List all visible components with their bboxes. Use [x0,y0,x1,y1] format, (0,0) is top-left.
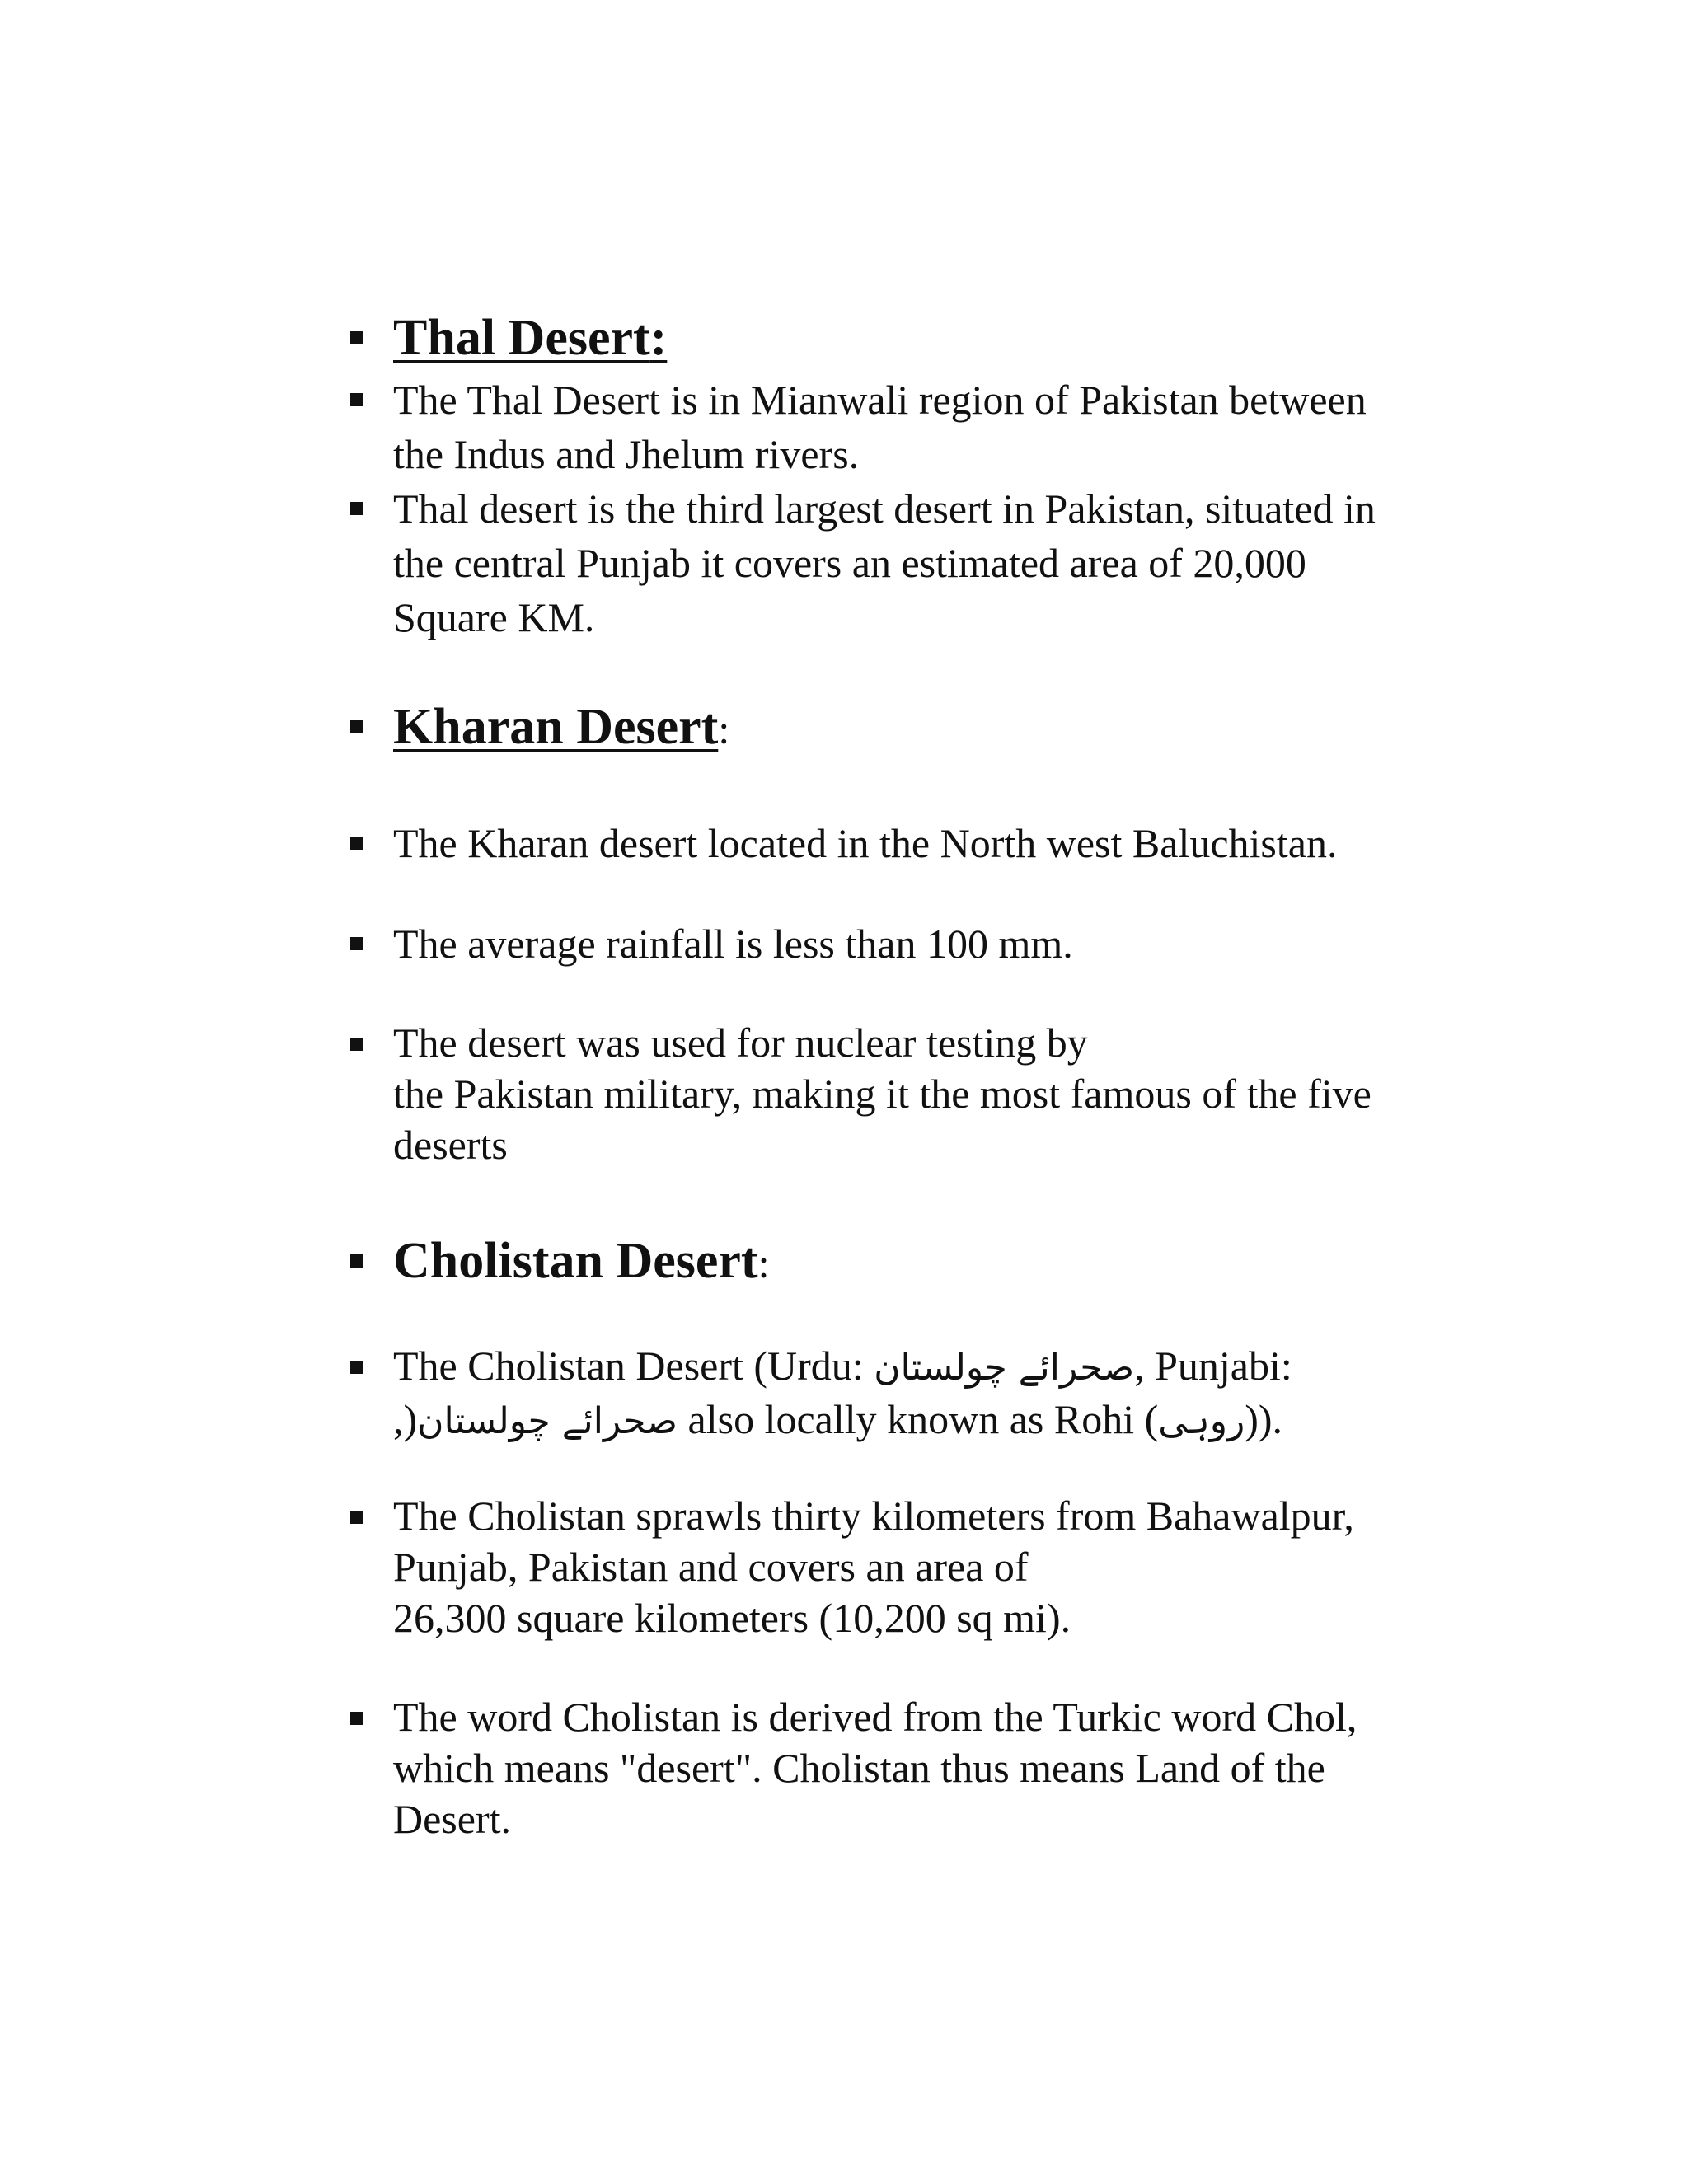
bullet-icon [350,1254,363,1268]
list-item [342,1017,1463,1170]
heading-colon: : [649,310,668,366]
list-item [342,1490,1463,1643]
item-line: Square KM. [393,594,595,640]
section-cholistan-item-1 [342,1340,1463,1447]
bullet-icon [350,720,363,733]
urdu-name: صحرائے چولستان [874,1347,1135,1389]
list-item [342,916,1463,971]
item-line: the Pakistan military, making it the most famous of the five [393,1071,1372,1117]
heading-cholistan [342,1228,1463,1296]
item-line: Thal desert is the third largest desert in Pakistan, situated in [393,485,1376,532]
item-line: The Thal Desert is in Mianwali region of Pakistan between [393,377,1367,423]
bullet-icon [350,393,363,406]
bullet-icon [350,1038,363,1051]
bullet-icon [350,331,363,344]
punjabi-name: صحرائے چولستان [417,1400,678,1442]
bullet-icon [350,1361,363,1374]
section-cholistan-item-3 [342,1691,1463,1844]
section-thal [342,305,1463,644]
heading-title: Cholistan Desert [393,1233,758,1289]
rohi-name: روہی [1158,1400,1245,1442]
heading-colon: : [718,706,730,752]
item-line: The word Cholistan is derived from the Turkic word Chol, [393,1694,1357,1740]
section-cholistan [342,1228,1463,1296]
item-line: 26,300 square kilometers (10,200 sq mi). [393,1595,1071,1641]
heading-title: Kharan Desert [393,699,719,755]
list-item [342,816,1463,870]
item-line: Punjab, Pakistan and covers an area of [393,1544,1029,1590]
item-line [393,1340,1463,1394]
item-line: deserts [393,1122,508,1168]
text-run: ,) [393,1396,418,1442]
item-line: The desert was used for nuclear testing by [393,1019,1088,1066]
bullet-icon [350,937,363,950]
heading-title: Thal Desert [393,310,650,366]
bullet-icon [350,1712,363,1725]
section-kharan-item-1 [342,816,1463,870]
section-kharan-item-2 [342,916,1463,971]
list-item [342,1340,1463,1447]
text-run: also locally known as Rohi ( [678,1396,1159,1442]
section-cholistan-item-2 [342,1490,1463,1643]
section-kharan-item-3 [342,1017,1463,1170]
item-line: the central Punjab it covers an estimated area of 20,000 [393,540,1306,586]
text-run: )). [1245,1396,1283,1442]
bullet-icon [350,502,363,515]
heading-thal [342,305,1463,371]
text-run: , Punjabi: [1134,1343,1292,1389]
bullet-icon [350,837,363,850]
item-line: The Cholistan sprawls thirty kilometers from Bahawalpur, [393,1493,1354,1539]
bullet-icon [350,1511,363,1524]
item-line: The average rainfall is less than 100 mm. [393,921,1073,967]
list-item [342,481,1463,644]
list-item [342,373,1463,481]
heading-kharan [342,694,1463,762]
section-kharan [342,694,1463,762]
heading-colon: : [757,1240,770,1286]
item-line: Desert. [393,1796,511,1842]
item-line: which means "desert". Cholistan thus means Land of the [393,1745,1325,1791]
text-run: The Cholistan Desert (Urdu: [393,1343,874,1389]
item-line: the Indus and Jhelum rivers. [393,431,860,477]
list-item [342,1691,1463,1844]
item-line: The Kharan desert located in the North west Baluchistan. [393,820,1338,866]
item-line [393,1394,1463,1447]
